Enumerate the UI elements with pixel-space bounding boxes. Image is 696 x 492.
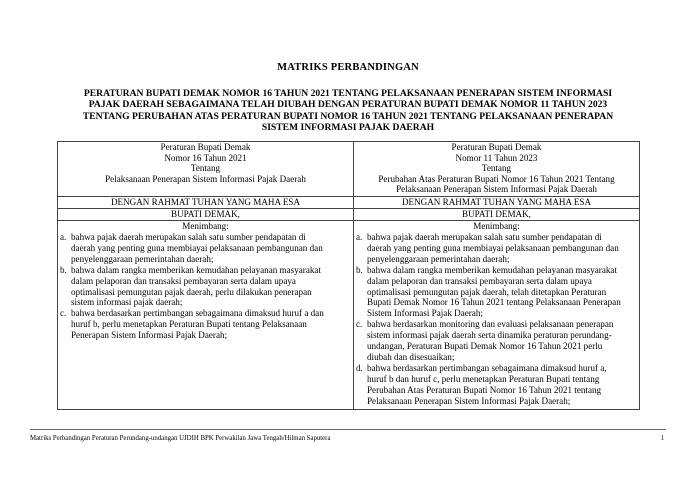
- left-bupati-cell: BUPATI DEMAK,: [58, 209, 354, 221]
- left-heading-cell: [58, 142, 354, 197]
- page-number: 1: [660, 435, 664, 442]
- page-footer: [30, 435, 666, 442]
- document-subtitle: [60, 88, 636, 134]
- list-item: a. bahwa pajak daerah merupakan salah satu sumber pendapatan di daerah yang penting guna membiayai pelaksanaan pembangunan dan penyelenggaraan pemerintahan daerah;: [356, 232, 619, 264]
- right-heading-line: Tentang: [481, 163, 512, 174]
- document-title: MATRIKS PERBANDINGAN: [277, 62, 419, 73]
- right-menimbang-cell: [354, 221, 640, 410]
- left-menimbang-cell: [58, 221, 354, 410]
- left-heading-line: Nomor 16 Tahun 2021: [164, 152, 247, 163]
- table-row-menimbang: [58, 221, 640, 410]
- subtitle-line: SISTEM INFORMASI PAJAK DAERAH: [261, 122, 435, 134]
- table-row-bupati: [58, 209, 640, 221]
- list-item: b. bahwa dalam rangka memberikan kemudahan pelayanan masyarakat dalam pelaporan dan transaksi pembayaran serta dalam upaya optimalisasi pemungutan pajak daerah, telah ditetapkan Peraturan Bupati Demak Nomor 16 Tahun 2021 tentang Pelaksanaan Penerapan Sistem Informasi Pajak Daerah;: [356, 264, 621, 319]
- right-bupati-cell: BUPATI DEMAK,: [354, 209, 640, 221]
- list-item: d. bahwa berdasarkan pertimbangan sebagaimana dimaksud huruf a, huruf b dan huruf c, perlu menetapkan Peraturan Bupati tentang Perubahan Atas Peraturan Bupati Nomor 16 Tahun 2021 tentang Pelaksanaan Penerapan Sistem Informasi Pajak Daerah;: [356, 362, 607, 406]
- table-row-heading: [58, 142, 640, 197]
- right-heading-line: Peraturan Bupati Demak: [451, 142, 542, 152]
- comparison-table: [57, 141, 640, 410]
- table-row-rahmat: [58, 197, 640, 209]
- subtitle-line: PAJAK DAERAH SEBAGAIMANA TELAH DIUBAH DENGAN PERATURAN BUPATI DEMAK NOMOR 11 TAHUN 2023: [88, 99, 608, 111]
- list-item: a. bahwa pajak daerah merupakan salah satu sumber pendapatan di daerah yang penting guna membiayai pelaksanaan pembangunan dan penyelenggaraan pemerintahan daerah;: [60, 232, 323, 264]
- list-item: c. bahwa berdasarkan pertimbangan sebagaimana dimaksud huruf a dan huruf b, perlu menetapkan Peraturan Bupati tentang Pelaksanaan Penerapan Sistem Informasi Pajak Daerah;: [60, 308, 324, 341]
- subtitle-line: PERATURAN BUPATI DEMAK NOMOR 16 TAHUN 2021 TENTANG PELAKSANAAN PENERAPAN SISTEM INFORMASI: [83, 88, 613, 99]
- right-considerations-list: [354, 232, 639, 407]
- left-considerations-list: [58, 232, 353, 341]
- left-heading-line: Peraturan Bupati Demak: [160, 142, 251, 152]
- right-heading-cell: [354, 142, 640, 197]
- left-heading-line: Pelaksanaan Penerapan Sistem Informasi Pajak Daerah: [105, 173, 306, 184]
- subtitle-line: TENTANG PERUBAHAN ATAS PERATURAN BUPATI NOMOR 16 TAHUN 2021 TENTANG PELAKSANAAN PENERAPAN: [82, 110, 614, 122]
- right-menimbang-label: Menimbang:: [473, 221, 520, 231]
- footer-divider: [30, 429, 666, 430]
- left-heading-line: Tentang: [190, 163, 221, 174]
- list-item: c. bahwa berdasarkan monitoring dan evaluasi pelaksanaan penerapan sistem informasi pajak daerah serta dinamika peraturan perundang- undangan, Peraturan Bupati Demak Nomor 16 Tahun 2021 perlu diubah dan disesuaikan;: [356, 319, 614, 362]
- left-menimbang-label: Menimbang:: [182, 221, 229, 231]
- right-heading-line: Nomor 11 Tahun 2023: [455, 152, 538, 163]
- left-rahmat-cell: DENGAN RAHMAT TUHAN YANG MAHA ESA: [58, 197, 354, 209]
- right-heading-line: Perubahan Atas Peraturan Bupati Nomor 16 Tahun 2021 Tentang: [378, 173, 615, 184]
- footer-text: Matriks Perbandingan Peraturan Perundang-undangan UJDIH BPK Perwakilan Jawa Tengah/Hilman Saputera: [30, 435, 331, 442]
- right-rahmat-cell: DENGAN RAHMAT TUHAN YANG MAHA ESA: [354, 197, 640, 209]
- right-heading-line: Pelaksanaan Penerapan Sistem Informasi Pajak Daerah: [396, 184, 597, 195]
- list-item: b. bahwa dalam rangka memberikan kemudahan pelayanan masyarakat dalam pelaporan dan transaksi pembayaran serta dalam upaya optimalisasi pemungutan pajak daerah, perlu dilakukan penerapan sistem informasi pajak daerah;: [60, 264, 321, 308]
